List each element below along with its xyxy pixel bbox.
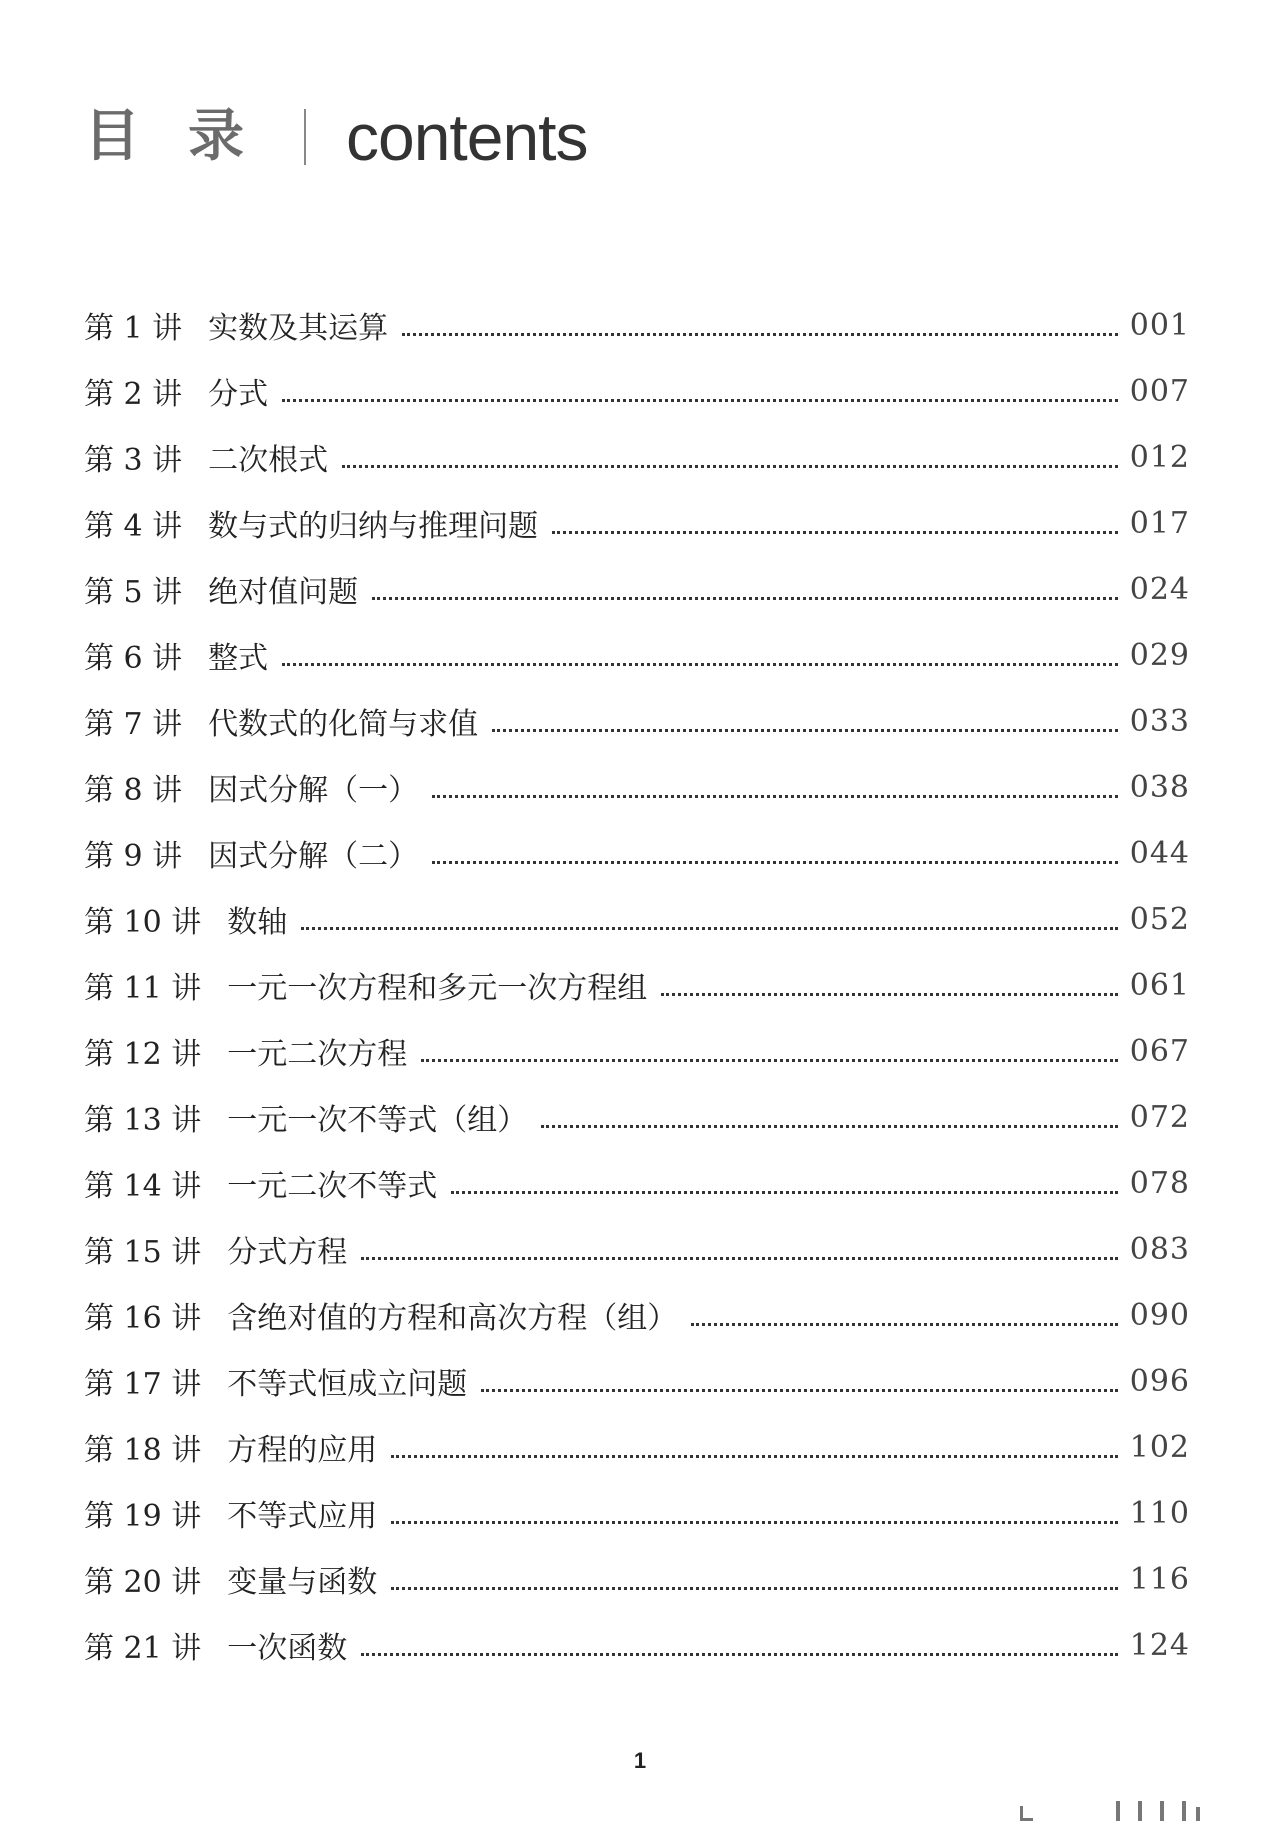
toc-entry-label: 第 1 讲 bbox=[84, 311, 183, 346]
toc-entry-title: 不等式应用 bbox=[227, 1499, 378, 1534]
toc-entry-label: 第 16 讲 bbox=[84, 1301, 202, 1336]
toc-dot-leader bbox=[372, 567, 1118, 600]
toc-entry[interactable] bbox=[84, 622, 1190, 688]
toc-entry[interactable] bbox=[84, 688, 1190, 754]
toc-entry-title: 数轴 bbox=[227, 905, 288, 940]
toc-entry-title: 代数式的化简与求值 bbox=[208, 707, 479, 742]
toc-entry[interactable] bbox=[84, 820, 1190, 886]
toc-entry-title: 实数及其运算 bbox=[208, 311, 389, 346]
toc-entry[interactable] bbox=[84, 1612, 1190, 1678]
toc-entry-page: 017 bbox=[1129, 505, 1190, 541]
toc-dot-leader bbox=[361, 1227, 1117, 1260]
toc-entry-page: 052 bbox=[1129, 901, 1190, 937]
toc-entry-page: 007 bbox=[1129, 373, 1190, 409]
toc-entry-page: 029 bbox=[1129, 637, 1190, 673]
toc-dot-leader bbox=[301, 897, 1117, 930]
toc-entry-page: 110 bbox=[1129, 1495, 1190, 1531]
toc-entry[interactable] bbox=[84, 424, 1190, 490]
toc-entry-title: 因式分解（二） bbox=[208, 839, 419, 874]
toc-dot-leader bbox=[421, 1029, 1117, 1062]
toc-dot-leader bbox=[451, 1161, 1117, 1194]
toc-entry-label: 第 20 讲 bbox=[84, 1565, 202, 1600]
toc-entry-page: 124 bbox=[1129, 1627, 1190, 1663]
toc-entry-label: 第 3 讲 bbox=[84, 443, 183, 478]
toc-entry-title: 一元二次方程 bbox=[227, 1037, 408, 1072]
toc-entry-title: 一元二次不等式 bbox=[227, 1169, 438, 1204]
toc-dot-leader bbox=[402, 303, 1118, 336]
toc-entry-label: 第 13 讲 bbox=[84, 1103, 202, 1138]
toc-entry-title: 一元一次不等式（组） bbox=[227, 1103, 528, 1138]
toc-entry-label: 第 14 讲 bbox=[84, 1169, 202, 1204]
toc-dot-leader bbox=[691, 1293, 1117, 1326]
toc-entry-page: 116 bbox=[1129, 1561, 1190, 1597]
toc-entry[interactable] bbox=[84, 952, 1190, 1018]
toc-dot-leader bbox=[282, 369, 1118, 402]
toc-entry[interactable] bbox=[84, 1546, 1190, 1612]
toc-entry-title: 因式分解（一） bbox=[208, 773, 419, 808]
toc-entry[interactable] bbox=[84, 556, 1190, 622]
toc-entry-title: 数与式的归纳与推理问题 bbox=[208, 509, 539, 544]
toc-dot-leader bbox=[661, 963, 1117, 996]
toc-entry-title: 整式 bbox=[208, 641, 269, 676]
toc-entry-label: 第 4 讲 bbox=[84, 509, 183, 544]
toc-entry-page: 083 bbox=[1129, 1231, 1190, 1267]
toc-entry-label: 第 10 讲 bbox=[84, 905, 202, 940]
toc-entry-label: 第 2 讲 bbox=[84, 377, 183, 412]
toc-entry-title: 不等式恒成立问题 bbox=[227, 1367, 468, 1402]
page-number: 1 bbox=[633, 1748, 647, 1773]
toc-entry-label: 第 6 讲 bbox=[84, 641, 183, 676]
toc-dot-leader bbox=[432, 765, 1118, 798]
toc-entry[interactable] bbox=[84, 358, 1190, 424]
toc-entry[interactable] bbox=[84, 1150, 1190, 1216]
page-title-english: contents bbox=[346, 100, 588, 174]
toc-entry-page: 044 bbox=[1129, 835, 1190, 871]
toc-entry[interactable] bbox=[84, 1414, 1190, 1480]
toc-dot-leader bbox=[492, 699, 1118, 732]
toc-entry-label: 第 11 讲 bbox=[84, 971, 202, 1006]
toc-entry-title: 二次根式 bbox=[208, 443, 329, 478]
toc-entry-label: 第 17 讲 bbox=[84, 1367, 202, 1402]
toc-entry[interactable] bbox=[84, 292, 1190, 358]
toc-entry[interactable] bbox=[84, 886, 1190, 952]
toc-entry-title: 变量与函数 bbox=[227, 1565, 378, 1600]
toc-entry-title: 方程的应用 bbox=[227, 1433, 378, 1468]
toc-entry-title: 一次函数 bbox=[227, 1631, 348, 1666]
toc-entry-page: 012 bbox=[1129, 439, 1190, 475]
toc-dot-leader bbox=[391, 1491, 1117, 1524]
toc-entry-title: 一元一次方程和多元一次方程组 bbox=[227, 971, 648, 1006]
toc-entry-label: 第 21 讲 bbox=[84, 1631, 202, 1666]
toc-entry[interactable] bbox=[84, 1480, 1190, 1546]
toc-dot-leader bbox=[541, 1095, 1117, 1128]
toc-entry-label: 第 18 讲 bbox=[84, 1433, 202, 1468]
toc-entry-label: 第 12 讲 bbox=[84, 1037, 202, 1072]
toc-entry-page: 102 bbox=[1129, 1429, 1190, 1465]
toc-entry-label: 第 5 讲 bbox=[84, 575, 183, 610]
page-title-chinese: 目录 bbox=[84, 104, 292, 169]
toc-entry-title: 含绝对值的方程和高次方程（组） bbox=[227, 1301, 678, 1336]
toc-entry-page: 078 bbox=[1129, 1165, 1190, 1201]
toc-entry-title: 分式 bbox=[208, 377, 269, 412]
toc-dot-leader bbox=[342, 435, 1118, 468]
toc-entry-page: 072 bbox=[1129, 1099, 1190, 1135]
toc-entry[interactable] bbox=[84, 1216, 1190, 1282]
toc-entry-label: 第 7 讲 bbox=[84, 707, 183, 742]
toc-entry-page: 024 bbox=[1129, 571, 1190, 607]
toc-entry[interactable] bbox=[84, 490, 1190, 556]
toc-entry-page: 033 bbox=[1129, 703, 1190, 739]
toc-dot-leader bbox=[282, 633, 1118, 666]
toc-entry-title: 绝对值问题 bbox=[208, 575, 359, 610]
toc-entry-page: 096 bbox=[1129, 1363, 1190, 1399]
toc-dot-leader bbox=[432, 831, 1118, 864]
toc-entry-label: 第 8 讲 bbox=[84, 773, 183, 808]
toc-entry[interactable] bbox=[84, 1084, 1190, 1150]
toc-entry-page: 090 bbox=[1129, 1297, 1190, 1333]
toc-dot-leader bbox=[481, 1359, 1117, 1392]
toc-entry[interactable] bbox=[84, 1348, 1190, 1414]
toc-dot-leader bbox=[391, 1425, 1117, 1458]
toc-entry[interactable] bbox=[84, 1282, 1190, 1348]
toc-entry-page: 038 bbox=[1129, 769, 1190, 805]
toc-entry-title: 分式方程 bbox=[227, 1235, 348, 1270]
toc-entry-page: 067 bbox=[1129, 1033, 1190, 1069]
table-of-contents bbox=[84, 292, 1190, 1678]
toc-entry-page: 001 bbox=[1129, 307, 1190, 343]
toc-entry-label: 第 19 讲 bbox=[84, 1499, 202, 1534]
page-header bbox=[84, 92, 588, 182]
toc-dot-leader bbox=[391, 1557, 1117, 1590]
scan-artifact-marks bbox=[1020, 1795, 1240, 1825]
title-divider bbox=[304, 109, 306, 165]
toc-entry-label: 第 9 讲 bbox=[84, 839, 183, 874]
toc-dot-leader bbox=[552, 501, 1118, 534]
toc-entry-page: 061 bbox=[1129, 967, 1190, 1003]
toc-dot-leader bbox=[361, 1623, 1117, 1656]
toc-entry[interactable] bbox=[84, 1018, 1190, 1084]
toc-entry-label: 第 15 讲 bbox=[84, 1235, 202, 1270]
toc-entry[interactable] bbox=[84, 754, 1190, 820]
